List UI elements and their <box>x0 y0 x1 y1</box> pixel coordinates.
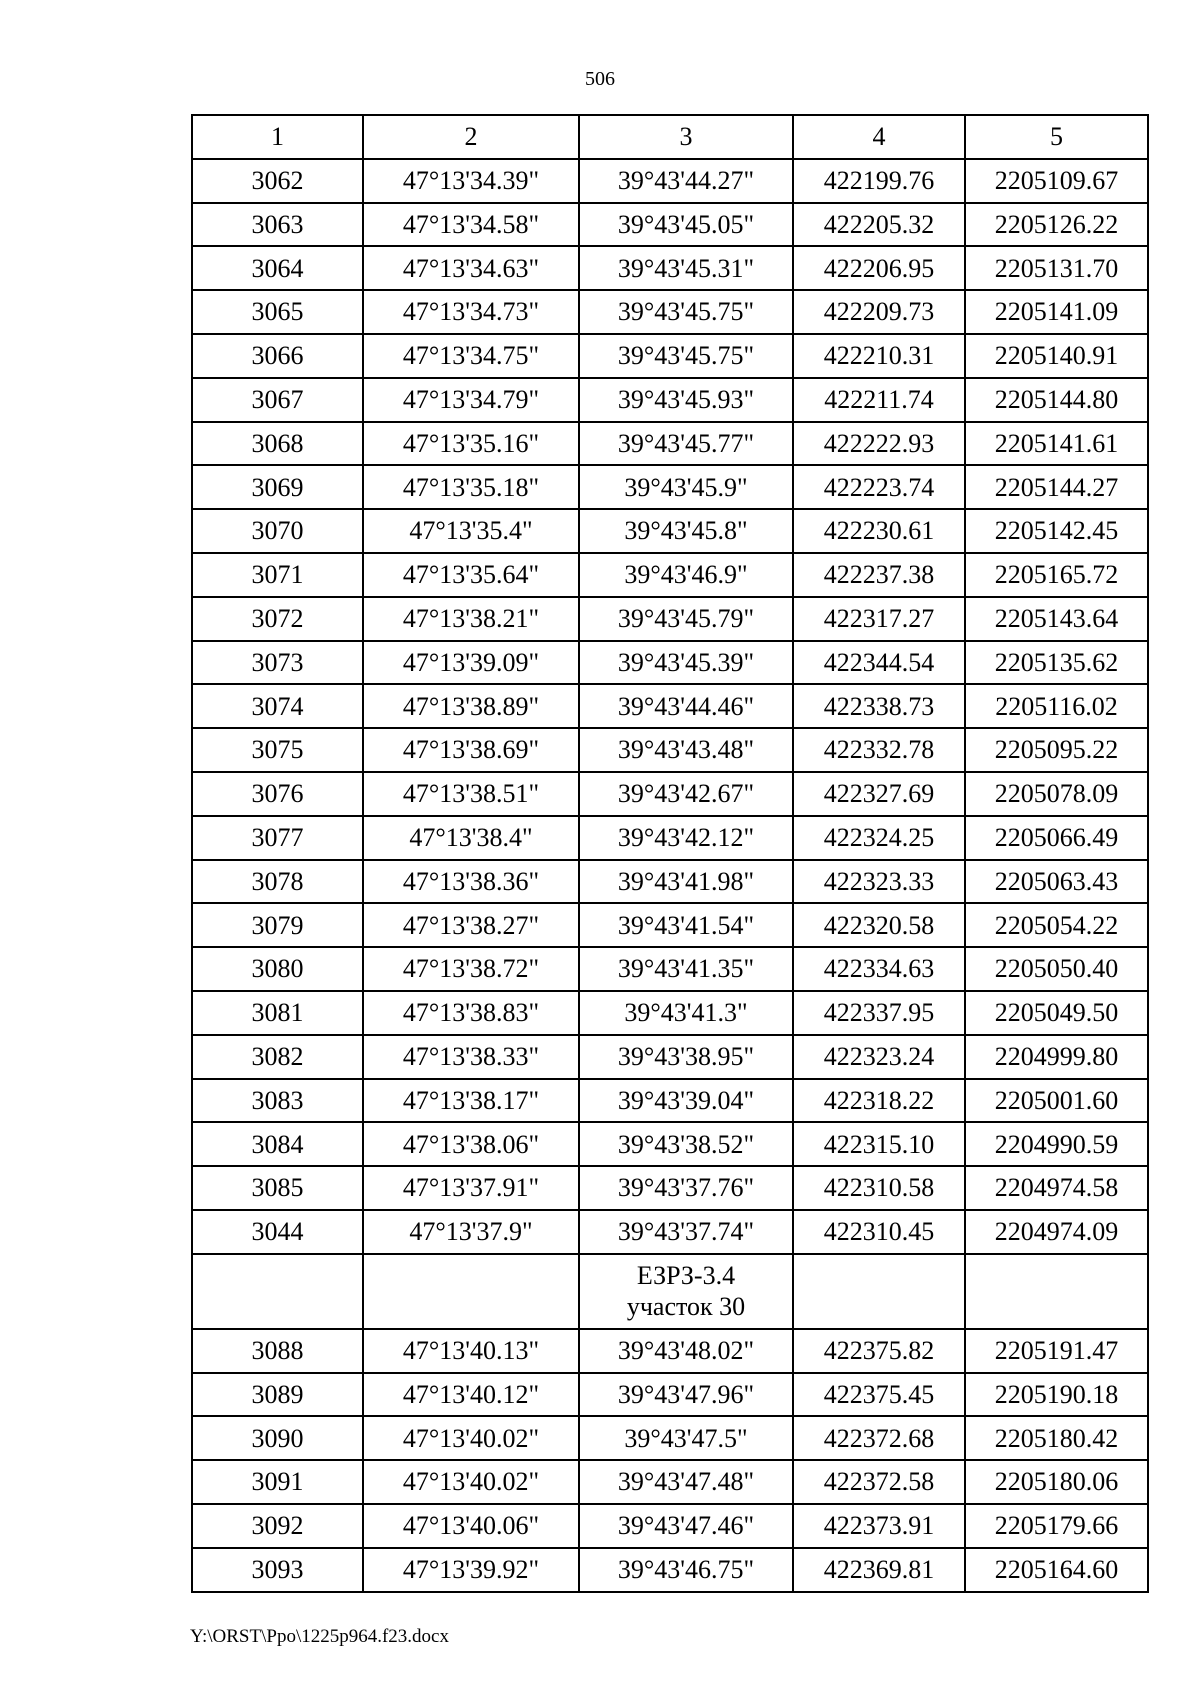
table-row <box>192 991 1148 1035</box>
table-row <box>192 334 1148 378</box>
table-cell: 39°43'45.75" <box>579 334 793 378</box>
table-cell: 2205179.66 <box>965 1504 1148 1548</box>
table-cell: 47°13'37.9" <box>363 1210 579 1254</box>
table-cell: 2205066.49 <box>965 816 1148 860</box>
table-cell: 47°13'38.69" <box>363 728 579 772</box>
table-cell: 39°43'45.79" <box>579 597 793 641</box>
table-row <box>192 947 1148 991</box>
table-cell: 2205164.60 <box>965 1548 1148 1592</box>
table-cell: 2205191.47 <box>965 1329 1148 1373</box>
table-cell: 3075 <box>192 728 363 772</box>
table-cell: 47°13'34.79" <box>363 378 579 422</box>
table-row <box>192 1079 1148 1123</box>
table-row <box>192 378 1148 422</box>
table-cell: 47°13'38.72" <box>363 947 579 991</box>
table-row <box>192 1416 1148 1460</box>
table-cell: 47°13'38.36" <box>363 860 579 904</box>
table-cell: 422209.73 <box>793 290 965 334</box>
table-cell: 2205078.09 <box>965 772 1148 816</box>
table-row <box>192 1504 1148 1548</box>
column-header: 5 <box>965 115 1148 159</box>
table-row <box>192 1122 1148 1166</box>
table-cell: 39°43'37.76" <box>579 1166 793 1210</box>
table-row <box>192 1035 1148 1079</box>
table-cell: 3069 <box>192 465 363 509</box>
table-cell: 2205144.80 <box>965 378 1148 422</box>
table-cell: 3073 <box>192 641 363 685</box>
table-cell: 47°13'40.02" <box>363 1460 579 1504</box>
table-cell: 47°13'38.21" <box>363 597 579 641</box>
table-cell: 2205165.72 <box>965 553 1148 597</box>
table-cell: 2204974.58 <box>965 1166 1148 1210</box>
table-cell: 2205109.67 <box>965 159 1148 203</box>
table-row <box>192 597 1148 641</box>
table-cell: 2205190.18 <box>965 1373 1148 1417</box>
table-cell: 39°43'47.96" <box>579 1373 793 1417</box>
table-row <box>192 816 1148 860</box>
table-cell: 2204974.09 <box>965 1210 1148 1254</box>
table-cell: 39°43'38.52" <box>579 1122 793 1166</box>
table-cell: 47°13'38.83" <box>363 991 579 1035</box>
table-cell: 3072 <box>192 597 363 641</box>
table-cell: 3089 <box>192 1373 363 1417</box>
table-cell: 3064 <box>192 246 363 290</box>
table-row <box>192 465 1148 509</box>
table-row <box>192 1329 1148 1373</box>
table-cell: 2205054.22 <box>965 903 1148 947</box>
column-header: 4 <box>793 115 965 159</box>
table-cell: 47°13'37.91" <box>363 1166 579 1210</box>
table-cell: 3081 <box>192 991 363 1035</box>
table-cell: 422323.33 <box>793 860 965 904</box>
table-cell: 39°43'44.46" <box>579 684 793 728</box>
table-cell: 3090 <box>192 1416 363 1460</box>
table-cell: 47°13'40.13" <box>363 1329 579 1373</box>
table-cell: 2205095.22 <box>965 728 1148 772</box>
table-cell: 3083 <box>192 1079 363 1123</box>
table-cell: 47°13'38.27" <box>363 903 579 947</box>
table-cell: 3062 <box>192 159 363 203</box>
table-cell: 47°13'35.16" <box>363 422 579 466</box>
table-row <box>192 641 1148 685</box>
table-cell: 47°13'38.17" <box>363 1079 579 1123</box>
table-body-before <box>192 159 1148 1254</box>
table-cell: 422318.22 <box>793 1079 965 1123</box>
table-cell: 2204990.59 <box>965 1122 1148 1166</box>
table-body-after <box>192 1329 1148 1592</box>
table-row <box>192 1460 1148 1504</box>
table-cell: 3088 <box>192 1329 363 1373</box>
table-cell: 47°13'40.02" <box>363 1416 579 1460</box>
table-cell: 39°43'48.02" <box>579 1329 793 1373</box>
table-cell: 39°43'41.3" <box>579 991 793 1035</box>
table-cell: 2205049.50 <box>965 991 1148 1035</box>
table-cell: 422373.91 <box>793 1504 965 1548</box>
table-cell: 47°13'38.89" <box>363 684 579 728</box>
table-cell: 3079 <box>192 903 363 947</box>
table-cell: 422310.58 <box>793 1166 965 1210</box>
table-cell: 2205001.60 <box>965 1079 1148 1123</box>
table-cell: 39°43'41.35" <box>579 947 793 991</box>
table-cell: 39°43'45.05" <box>579 203 793 247</box>
table-cell: 422320.58 <box>793 903 965 947</box>
table-cell: 39°43'47.5" <box>579 1416 793 1460</box>
table-cell: 2205050.40 <box>965 947 1148 991</box>
table-cell: 422237.38 <box>793 553 965 597</box>
table-cell: 422375.45 <box>793 1373 965 1417</box>
table-cell: 47°13'39.92" <box>363 1548 579 1592</box>
table-cell: 2205063.43 <box>965 860 1148 904</box>
table-cell: 47°13'40.06" <box>363 1504 579 1548</box>
section-label-line2: участок 30 <box>626 1292 746 1322</box>
table-cell: 422210.31 <box>793 334 965 378</box>
table-cell: 422332.78 <box>793 728 965 772</box>
table-row <box>192 553 1148 597</box>
table-cell: 3080 <box>192 947 363 991</box>
table-cell <box>793 1254 965 1329</box>
section-label <box>579 1254 793 1329</box>
table-cell: 422344.54 <box>793 641 965 685</box>
table-row <box>192 860 1148 904</box>
table-cell <box>192 1254 363 1329</box>
table-cell: 39°43'45.31" <box>579 246 793 290</box>
table-cell: 39°43'42.67" <box>579 772 793 816</box>
table-row <box>192 684 1148 728</box>
section-row <box>192 1254 1148 1329</box>
table-cell: 47°13'38.06" <box>363 1122 579 1166</box>
table-cell: 422206.95 <box>793 246 965 290</box>
table-cell: 422205.32 <box>793 203 965 247</box>
table-row <box>192 1548 1148 1592</box>
table-cell: 3063 <box>192 203 363 247</box>
table-cell: 47°13'38.51" <box>363 772 579 816</box>
table-cell: 47°13'39.09" <box>363 641 579 685</box>
table-cell: 47°13'38.4" <box>363 816 579 860</box>
table-cell: 422223.74 <box>793 465 965 509</box>
table-row <box>192 1373 1148 1417</box>
table-cell: 39°43'42.12" <box>579 816 793 860</box>
table-cell: 47°13'35.4" <box>363 509 579 553</box>
table-row <box>192 422 1148 466</box>
table-cell: 3065 <box>192 290 363 334</box>
table-cell: 2205143.64 <box>965 597 1148 641</box>
table-cell <box>965 1254 1148 1329</box>
table-cell: 2205144.27 <box>965 465 1148 509</box>
table-cell: 3068 <box>192 422 363 466</box>
table-cell: 3070 <box>192 509 363 553</box>
table-cell: 47°13'34.39" <box>363 159 579 203</box>
column-header: 1 <box>192 115 363 159</box>
table-row <box>192 1166 1148 1210</box>
table-cell: 3092 <box>192 1504 363 1548</box>
table-cell: 422334.63 <box>793 947 965 991</box>
table-cell: 39°43'45.8" <box>579 509 793 553</box>
table-cell: 422199.76 <box>793 159 965 203</box>
table-cell: 422372.58 <box>793 1460 965 1504</box>
table-cell: 3077 <box>192 816 363 860</box>
table-cell: 39°43'46.9" <box>579 553 793 597</box>
table-cell: 39°43'39.04" <box>579 1079 793 1123</box>
table-cell: 39°43'47.46" <box>579 1504 793 1548</box>
table-cell <box>363 1254 579 1329</box>
table-cell: 3044 <box>192 1210 363 1254</box>
table-cell: 2205180.42 <box>965 1416 1148 1460</box>
table-cell: 39°43'45.9" <box>579 465 793 509</box>
section-label-line1: ЕЗРЗ-3.4 <box>636 1261 736 1291</box>
table-cell: 2205142.45 <box>965 509 1148 553</box>
table-cell: 2205116.02 <box>965 684 1148 728</box>
table-cell: 422310.45 <box>793 1210 965 1254</box>
table-cell: 47°13'34.73" <box>363 290 579 334</box>
table-cell: 39°43'37.74" <box>579 1210 793 1254</box>
table-cell: 3066 <box>192 334 363 378</box>
table-row <box>192 1210 1148 1254</box>
table-cell: 422323.24 <box>793 1035 965 1079</box>
table-cell: 422317.27 <box>793 597 965 641</box>
table-section <box>192 1254 1148 1329</box>
table-cell: 422324.25 <box>793 816 965 860</box>
table-cell: 47°13'40.12" <box>363 1373 579 1417</box>
table-cell: 39°43'41.54" <box>579 903 793 947</box>
table-cell: 422372.68 <box>793 1416 965 1460</box>
table-cell: 2205140.91 <box>965 334 1148 378</box>
column-header: 2 <box>363 115 579 159</box>
table-cell: 422211.74 <box>793 378 965 422</box>
table-row <box>192 203 1148 247</box>
table-cell: 422315.10 <box>793 1122 965 1166</box>
table-cell: 2205126.22 <box>965 203 1148 247</box>
table-cell: 3082 <box>192 1035 363 1079</box>
table-cell: 47°13'34.75" <box>363 334 579 378</box>
table-cell: 47°13'38.33" <box>363 1035 579 1079</box>
table-cell: 39°43'44.27" <box>579 159 793 203</box>
table-cell: 39°43'45.93" <box>579 378 793 422</box>
table-row <box>192 246 1148 290</box>
table-cell: 3067 <box>192 378 363 422</box>
table-cell: 2205135.62 <box>965 641 1148 685</box>
table-cell: 422337.95 <box>793 991 965 1035</box>
table-header-row <box>192 115 1148 159</box>
table-cell: 422327.69 <box>793 772 965 816</box>
table-cell: 39°43'43.48" <box>579 728 793 772</box>
table-cell: 3076 <box>192 772 363 816</box>
column-header: 3 <box>579 115 793 159</box>
table-cell: 2204999.80 <box>965 1035 1148 1079</box>
table-cell: 3078 <box>192 860 363 904</box>
table-cell: 39°43'47.48" <box>579 1460 793 1504</box>
table-cell: 2205131.70 <box>965 246 1148 290</box>
table-cell: 39°43'45.77" <box>579 422 793 466</box>
table-cell: 2205141.09 <box>965 290 1148 334</box>
coordinates-table <box>191 114 1149 1593</box>
table-cell: 3085 <box>192 1166 363 1210</box>
table-row <box>192 509 1148 553</box>
table-cell: 47°13'34.58" <box>363 203 579 247</box>
table-cell: 3071 <box>192 553 363 597</box>
table-cell: 2205141.61 <box>965 422 1148 466</box>
table-cell: 47°13'35.18" <box>363 465 579 509</box>
table-cell: 3074 <box>192 684 363 728</box>
page-number: 506 <box>585 68 615 90</box>
table-cell: 39°43'38.95" <box>579 1035 793 1079</box>
table-cell: 39°43'46.75" <box>579 1548 793 1592</box>
table-cell: 39°43'41.98" <box>579 860 793 904</box>
table-cell: 47°13'34.63" <box>363 246 579 290</box>
table-row <box>192 728 1148 772</box>
footer-file-path: Y:\ORST\Ppo\1225p964.f23.docx <box>190 1626 449 1647</box>
table-cell: 3091 <box>192 1460 363 1504</box>
table-cell: 47°13'35.64" <box>363 553 579 597</box>
table-cell: 3084 <box>192 1122 363 1166</box>
table-cell: 422375.82 <box>793 1329 965 1373</box>
table-cell: 422369.81 <box>793 1548 965 1592</box>
table-cell: 2205180.06 <box>965 1460 1148 1504</box>
table-cell: 39°43'45.39" <box>579 641 793 685</box>
table-row <box>192 159 1148 203</box>
table-row <box>192 772 1148 816</box>
table-cell: 39°43'45.75" <box>579 290 793 334</box>
table-cell: 422338.73 <box>793 684 965 728</box>
table-row <box>192 290 1148 334</box>
table-cell: 422222.93 <box>793 422 965 466</box>
table-cell: 422230.61 <box>793 509 965 553</box>
table-cell: 3093 <box>192 1548 363 1592</box>
table-row <box>192 903 1148 947</box>
